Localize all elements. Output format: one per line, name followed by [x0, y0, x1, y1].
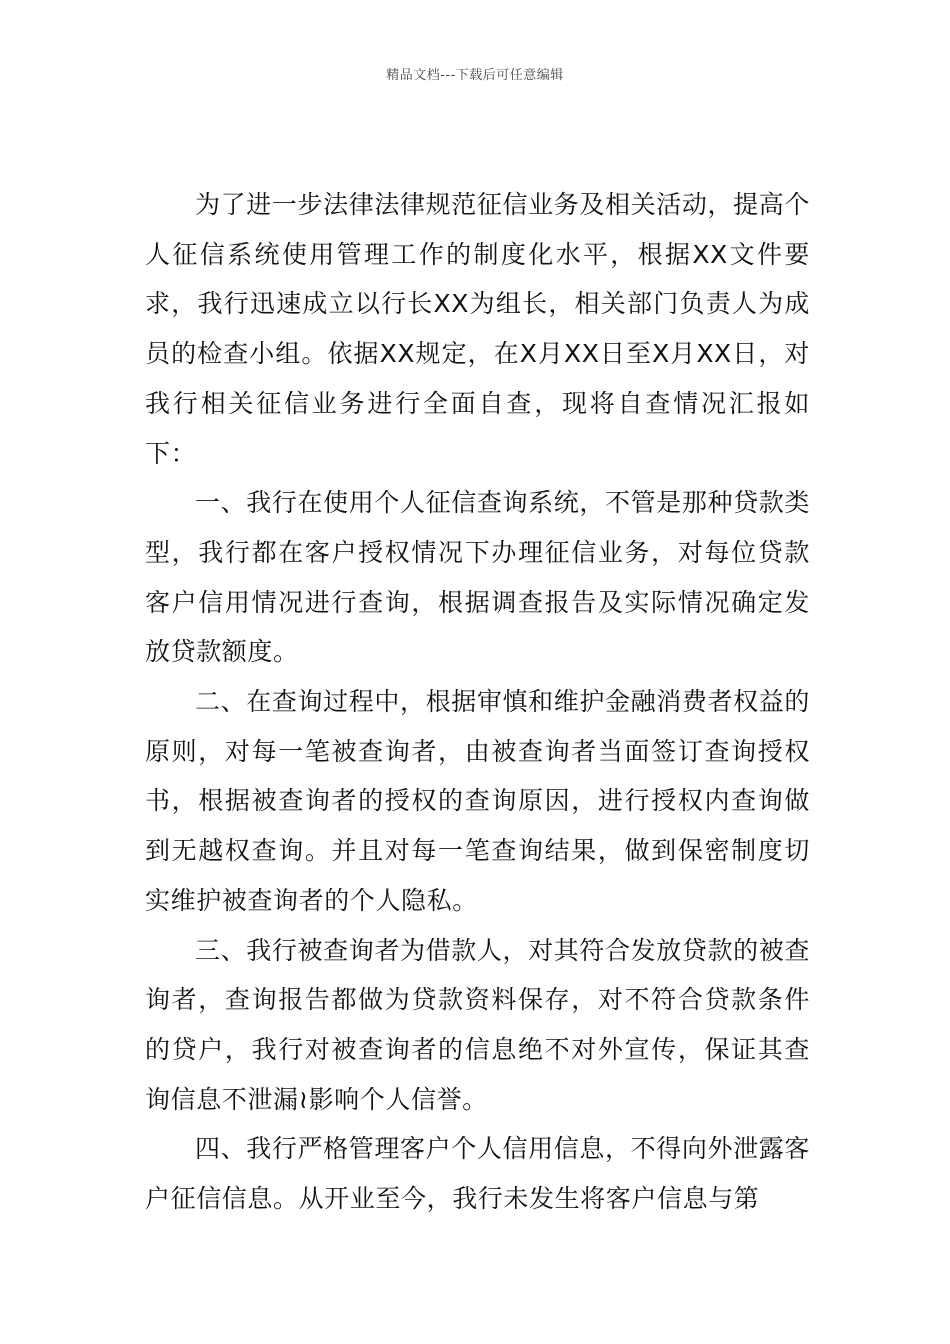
paragraph-item-1: 一、我行在使用个人征信查询系统，不管是那种贷款类型，我行都在客户授权情况下办理征信业务，对每位贷款客户信用情况进行查询，根据调查报告及实际情况确定发放贷款额度。 [145, 488, 810, 667]
paragraph-item-3: 三、我行被查询者为借款人，对其符合发放贷款的被查询者，查询报告都做为贷款资料保存，对不符合贷款条件的贷户，我行对被查询者的信息绝不对外宣传，保证其查询信息不泄漏≀影响个人信誉。 [145, 935, 810, 1114]
document-body [145, 180, 810, 1224]
page-header: 精品文档---下载后可任意编辑 [386, 68, 564, 83]
paragraph-item-4: 四、我行严格管理客户个人信用信息，不得向外泄露客户征信信息。从开业至今，我行未发生将客户信息与第 [145, 1134, 810, 1214]
intro-paragraph: 为了进一步法律法律规范征信业务及相关活动，提高个人征信系统使用管理工作的制度化水平，根据XX文件要求，我行迅速成立以行长XX为组长，相关部门负责人为成员的检查小组。依据XX规定，在X月XX日至X月XX日，对我行相关征信业务进行全面自查，现将自查情况汇报如下： [145, 190, 810, 468]
paragraph-item-2: 二、在查询过程中，根据审慎和维护金融消费者权益的原则，对每一笔被查询者，由被查询者当面签订查询授权书，根据被查询者的授权的查询原因，进行授权内查询做到无越权查询。并且对每一笔查询结果，做到保密制度切实维护被查询者的个人隐私。 [145, 687, 810, 915]
